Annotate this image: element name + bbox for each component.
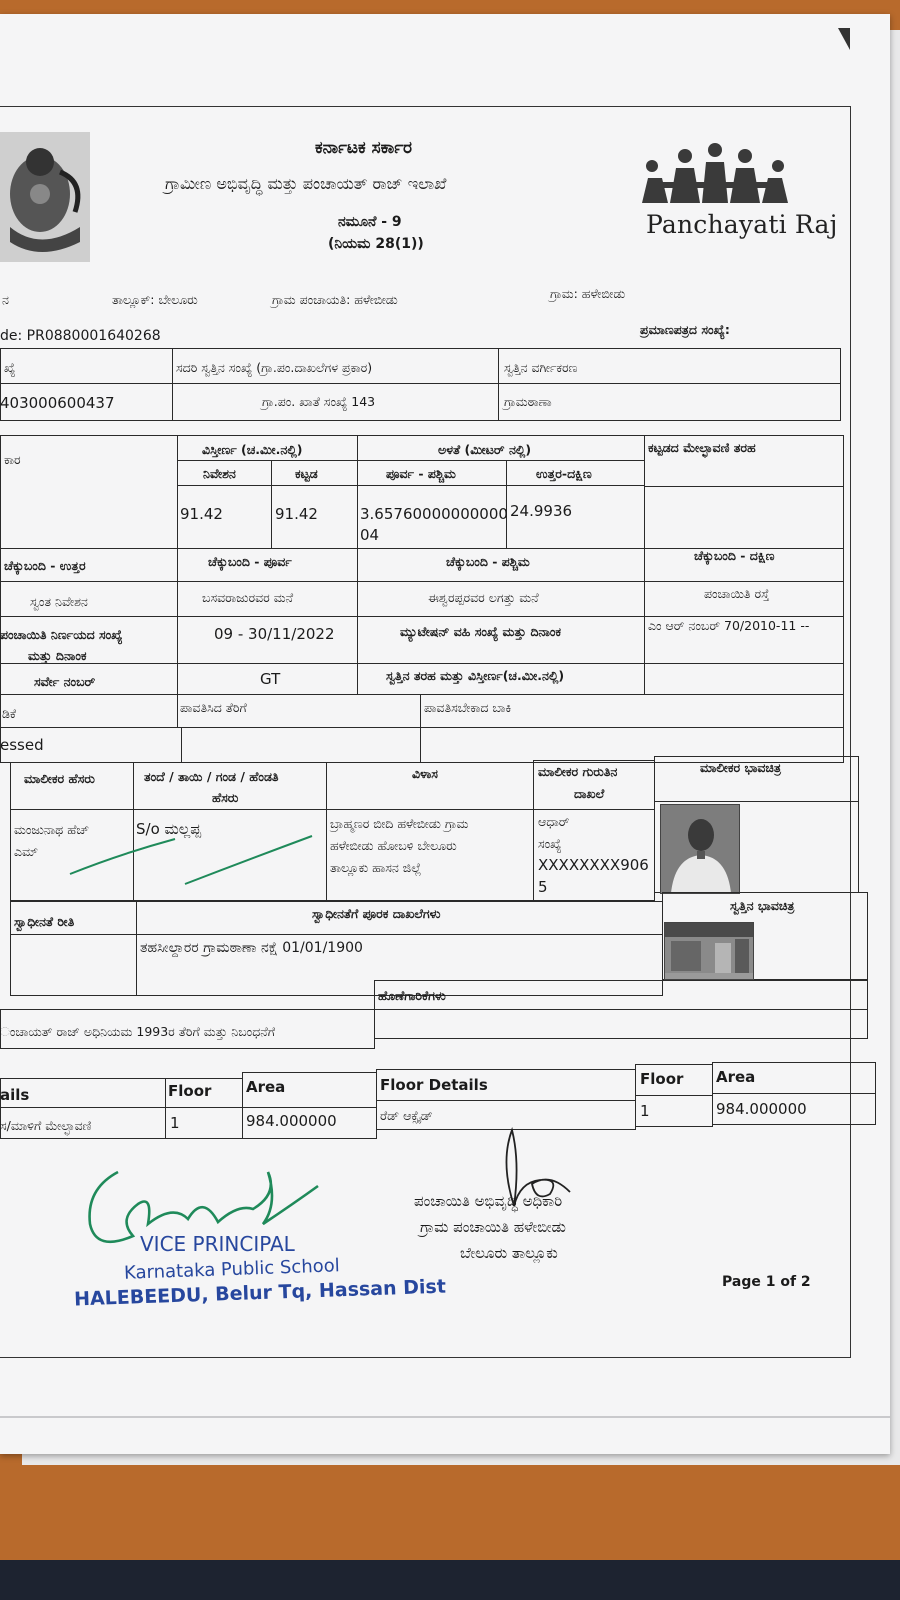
address-header: ವಿಳಾಸ [412, 766, 438, 781]
north-boundary-value: ಸ್ವಂತ ನಿವೇಶನ [30, 594, 88, 609]
floor-type-right: ರೆಡ್ ಆಕ್ಸೈಡ್ [380, 1108, 433, 1123]
owner-photo-header: ಮಾಲೀಕರ ಭಾವಚಿತ್ರ [700, 760, 781, 775]
floor-area-right: 984.000000 [716, 1100, 807, 1118]
id-header-2: ದಾಖಲೆ [574, 786, 605, 801]
site-area-value: 91.42 [180, 505, 223, 523]
house-icon [665, 923, 753, 979]
asset-number-value: ಗ್ರಾ.ಪಂ. ಖಾತೆ ಸಂಖ್ಯೆ 143 [262, 394, 376, 409]
village: ಗ್ರಾಮ: ಹಳೇಬೀಡು [550, 286, 626, 301]
pen-strike-marks [60, 824, 330, 894]
floor-number-left: 1 [170, 1114, 180, 1132]
property-photo-label: ಸ್ವತ್ತಿನ ಭಾವಚಿತ್ರ [730, 898, 795, 913]
south-boundary-value: ಪಂಚಾಯಿತಿ ರಸ್ತೆ [704, 586, 770, 601]
owner-address-2: ಹಳೇಬೀಡು ಹೋಬಳಿ ಬೇಲೂರು [330, 838, 457, 853]
north-south-label: ಉತ್ತರ-ದಕ್ಷಿಣ [536, 466, 592, 481]
table-cell [374, 1009, 868, 1039]
person-icon [661, 805, 739, 893]
officer-title: ಪಂಚಾಯಿತಿ ಅಭಿವೃದ್ಧಿ ಅಧಿಕಾರಿ [414, 1192, 563, 1210]
type-label: ಕಾರ [4, 452, 21, 467]
department-title: ಗ್ರಾಮೀಣ ಅಭಿವೃದ್ಧಿ ಮತ್ತು ಪಂಚಾಯತ್ ರಾಜ್ ಇಲಾಖೆ [165, 174, 447, 193]
owner-name-2: ಎಮ್ [14, 844, 38, 859]
mutation-value: ಎಂ ಆರ್ ನಂಬರ್ 70/2010-11 -- [648, 618, 810, 633]
resolution-label-2: ಮತ್ತು ದಿನಾಂಕ [28, 648, 87, 663]
table-cell [0, 435, 178, 549]
panchayati-raj-logo-icon [640, 138, 790, 208]
relation-header: ತಂದೆ / ತಾಯಿ / ಗಂಡ / ಹೆಂಡತಿ [144, 769, 279, 784]
act-text: ಂಚಾಯತ್ ರಾಜ್ ಅಧಿನಿಯಮ 1993ರ ತೆರಿಗೆ ಮತ್ತು ನಿಬಂಧನೆಗೆ [0, 1024, 275, 1039]
resolution-label: ಪಂಚಾಯಿತಿ ನಿರ್ಣಯದ ಸಂಖ್ಯೆ [0, 627, 123, 642]
relation-header-2: ಹೆಸರು [212, 790, 239, 805]
owner-relation: S/o ಮಲ್ಲಪ್ಪ [136, 820, 202, 838]
north-boundary-label: ಚೆಕ್ಕುಬಂದಿ - ಉತ್ತರ [4, 558, 86, 573]
assessed-label: essed [0, 736, 44, 754]
building-area-value: 91.42 [275, 505, 318, 523]
liabilities-label: ಹೊಣೆಗಾರಿಕೆಗಳು [378, 988, 446, 1003]
building-label: ಕಟ್ಟಡ [295, 466, 318, 481]
classification-value: ಗ್ರಾಮಠಾಣಾ [504, 394, 552, 409]
table-cell [644, 486, 844, 549]
id-header: ಮಾಲೀಕರ ಗುರುತಿನ [538, 764, 618, 779]
property-photo [664, 922, 754, 980]
certificate-number-label: ಪ್ರಮಾಣಪತ್ರದ ಸಂಖ್ಯೆ: [640, 322, 730, 337]
stamp-address: HALEBEEDU, Belur Tq, Hassan Dist [73, 1275, 447, 1311]
asset-number-label: ಸದರಿ ಸ್ವತ್ತಿನ ಸಂಖ್ಯೆ (ಗ್ರಾ.ಪಂ.ದಾಖಲೆಗಳ ಪ್ರಕಾರ) [176, 360, 373, 375]
east-west-value-cont: 04 [360, 526, 380, 544]
floor-header-left: Floor [168, 1082, 212, 1100]
owner-address-1: ಬ್ರಾಹ್ಮಣರ ಬೀದಿ ಹಳೇಬೀಡು ಗ್ರಾಮ [330, 816, 469, 831]
floor-area-left: 984.000000 [246, 1112, 337, 1130]
id-label: ಖ್ಯೆ [4, 360, 16, 375]
page-fold [0, 1416, 890, 1418]
area-header: ವಿಸ್ತೀರ್ಣ (ಚ.ಮೀ.ನಲ್ಲಿ) [202, 442, 303, 457]
certificate-page [0, 14, 890, 1454]
aadhaar-value: XXXXXXXX906 [538, 856, 649, 874]
rule-number: (ನಿಯಮ 28(1)) [328, 236, 424, 252]
east-boundary-label: ಚೆಕ್ಕುಬಂದಿ - ಪೂರ್ವ [208, 554, 292, 569]
stamp-title: VICE PRINCIPAL [140, 1232, 295, 1256]
govt-title: ಕರ್ನಾಟಕ ಸರ್ಕಾರ [315, 138, 413, 158]
officer-taluk: ಬೇಲೂರು ತಾಲ್ಲೂಕು [460, 1244, 558, 1262]
measure-header: ಅಳತೆ (ಮೀಟರ್ ನಲ್ಲಿ) [438, 442, 532, 457]
id-type: ಆಧಾರ್ [538, 814, 570, 829]
survey-value: GT [260, 670, 281, 688]
karnataka-emblem-icon [0, 132, 90, 262]
table-cell [0, 694, 178, 728]
classification-label: ಸ್ವತ್ತಿನ ವರ್ಗೀಕರಣ [504, 360, 578, 375]
acquisition-docs-value: ತಹಸೀಲ್ದಾರರ ಗ್ರಾಮಠಾಣಾ ನಕ್ಷೆ 01/01/1900 [140, 940, 363, 956]
paid-tax-label: ಪಾವತಿಸಿದ ತೆರಿಗೆ [180, 700, 247, 715]
officer-panchayat: ಗ್ರಾಮ ಪಂಚಾಯಿತಿ ಹಳೇಬೀಡು [420, 1218, 566, 1236]
owner-address-3: ತಾಲ್ಲೂಕು ಹಾಸನ ಜಿಲ್ಲೆ [330, 860, 422, 875]
table-cell [181, 727, 421, 763]
gram-panchayat: ಗ್ರಾಮ ಪಂಚಾಯತಿ: ಹಳೇಬೀಡು [272, 292, 398, 307]
survey-label: ಸರ್ವೇ ನಂಬರ್ [34, 674, 96, 689]
property-code: de: PR0880001640268 [0, 328, 161, 344]
logo-text: Panchayati Raj [646, 210, 838, 239]
building-style-header: ಕಟ್ಟಡದ ಮೇಲ್ಛಾವಣಿ ತರಹ [648, 440, 756, 455]
acquisition-docs-label: ಸ್ವಾಧೀನತೆಗೆ ಪೂರಕ ದಾಖಲೆಗಳು [312, 906, 441, 921]
floor-header-right: Floor [640, 1070, 684, 1088]
site-label: ನಿವೇಶನ [203, 466, 236, 481]
east-west-value: 3.65760000000000 [360, 505, 508, 523]
floor-type-left: ಸ/ಮಾಳಿಗೆ ಮೇಲ್ಛಾವಣಿ [0, 1118, 92, 1133]
floor-details-header-left: ails [0, 1086, 30, 1104]
east-boundary-value: ಬಸವರಾಜುರವರ ಮನೆ [202, 590, 294, 605]
floor-number-right: 1 [640, 1102, 650, 1120]
table-cell [644, 663, 844, 695]
owner-photo [660, 804, 740, 894]
page-number: Page 1 of 2 [722, 1274, 811, 1290]
west-boundary-label: ಚೆಕ್ಕುಬಂದಿ - ಪಶ್ಚಿಮ [446, 554, 530, 569]
id-type-2: ಸಂಖ್ಯೆ [538, 836, 562, 851]
taluk: ತಾಲ್ಲೂಕ್: ಬೇಲೂರು [112, 292, 198, 307]
district-fragment: ನ [2, 292, 9, 307]
corner-mark-icon [838, 28, 850, 50]
mutation-label: ಮ್ಯುಟೇಷನ್ ವಹಿ ಸಂಖ್ಯೆ ಮತ್ತು ದಿನಾಂಕ [400, 624, 562, 639]
west-boundary-value: ಈಶ್ವರಪ್ಪರವರ ಲಗತ್ತು ಮನೆ [428, 590, 539, 605]
style-area-label: ಸ್ವತ್ತಿನ ತರಹ ಮತ್ತು ವಿಸ್ತೀರ್ಣ(ಚ.ಮೀ.ನಲ್ಲಿ) [386, 668, 565, 683]
background-bottom [0, 1560, 900, 1600]
south-boundary-label: ಚೆಕ್ಕುಬಂದಿ - ದಕ್ಷಿಣ [694, 548, 775, 563]
area-header-left: Area [246, 1078, 286, 1096]
area-header-right: Area [716, 1068, 756, 1086]
table-cell [0, 581, 178, 617]
table-cell [0, 348, 173, 384]
property-id-value: 403000600437 [0, 394, 115, 412]
owner-name-header: ಮಾಲೀಕರ ಹೆಸರು [24, 771, 95, 786]
table-cell [10, 934, 137, 996]
east-west-label: ಪೂರ್ವ - ಪಶ್ಚಿಮ [386, 466, 456, 481]
stamp-school: Karnataka Public School [123, 1255, 341, 1284]
table-cell [374, 980, 868, 1010]
tax-label: ಡಿಕೆ [2, 706, 17, 721]
resolution-value: 09 - 30/11/2022 [214, 625, 335, 643]
north-south-value: 24.9936 [510, 502, 573, 520]
acquisition-mode-label: ಸ್ವಾಧೀನತೆ ರೀತಿ [14, 914, 75, 929]
form-number: ನಮೂನೆ - 9 [338, 214, 402, 230]
due-tax-label: ಪಾವತಿಸಬೇಕಾದ ಬಾಕಿ [424, 700, 512, 715]
owner-name: ಮಂಜುನಾಥ ಹೆಚ್ [14, 822, 89, 837]
aadhaar-value-2: 5 [538, 878, 548, 896]
floor-details-header: Floor Details [380, 1076, 488, 1094]
